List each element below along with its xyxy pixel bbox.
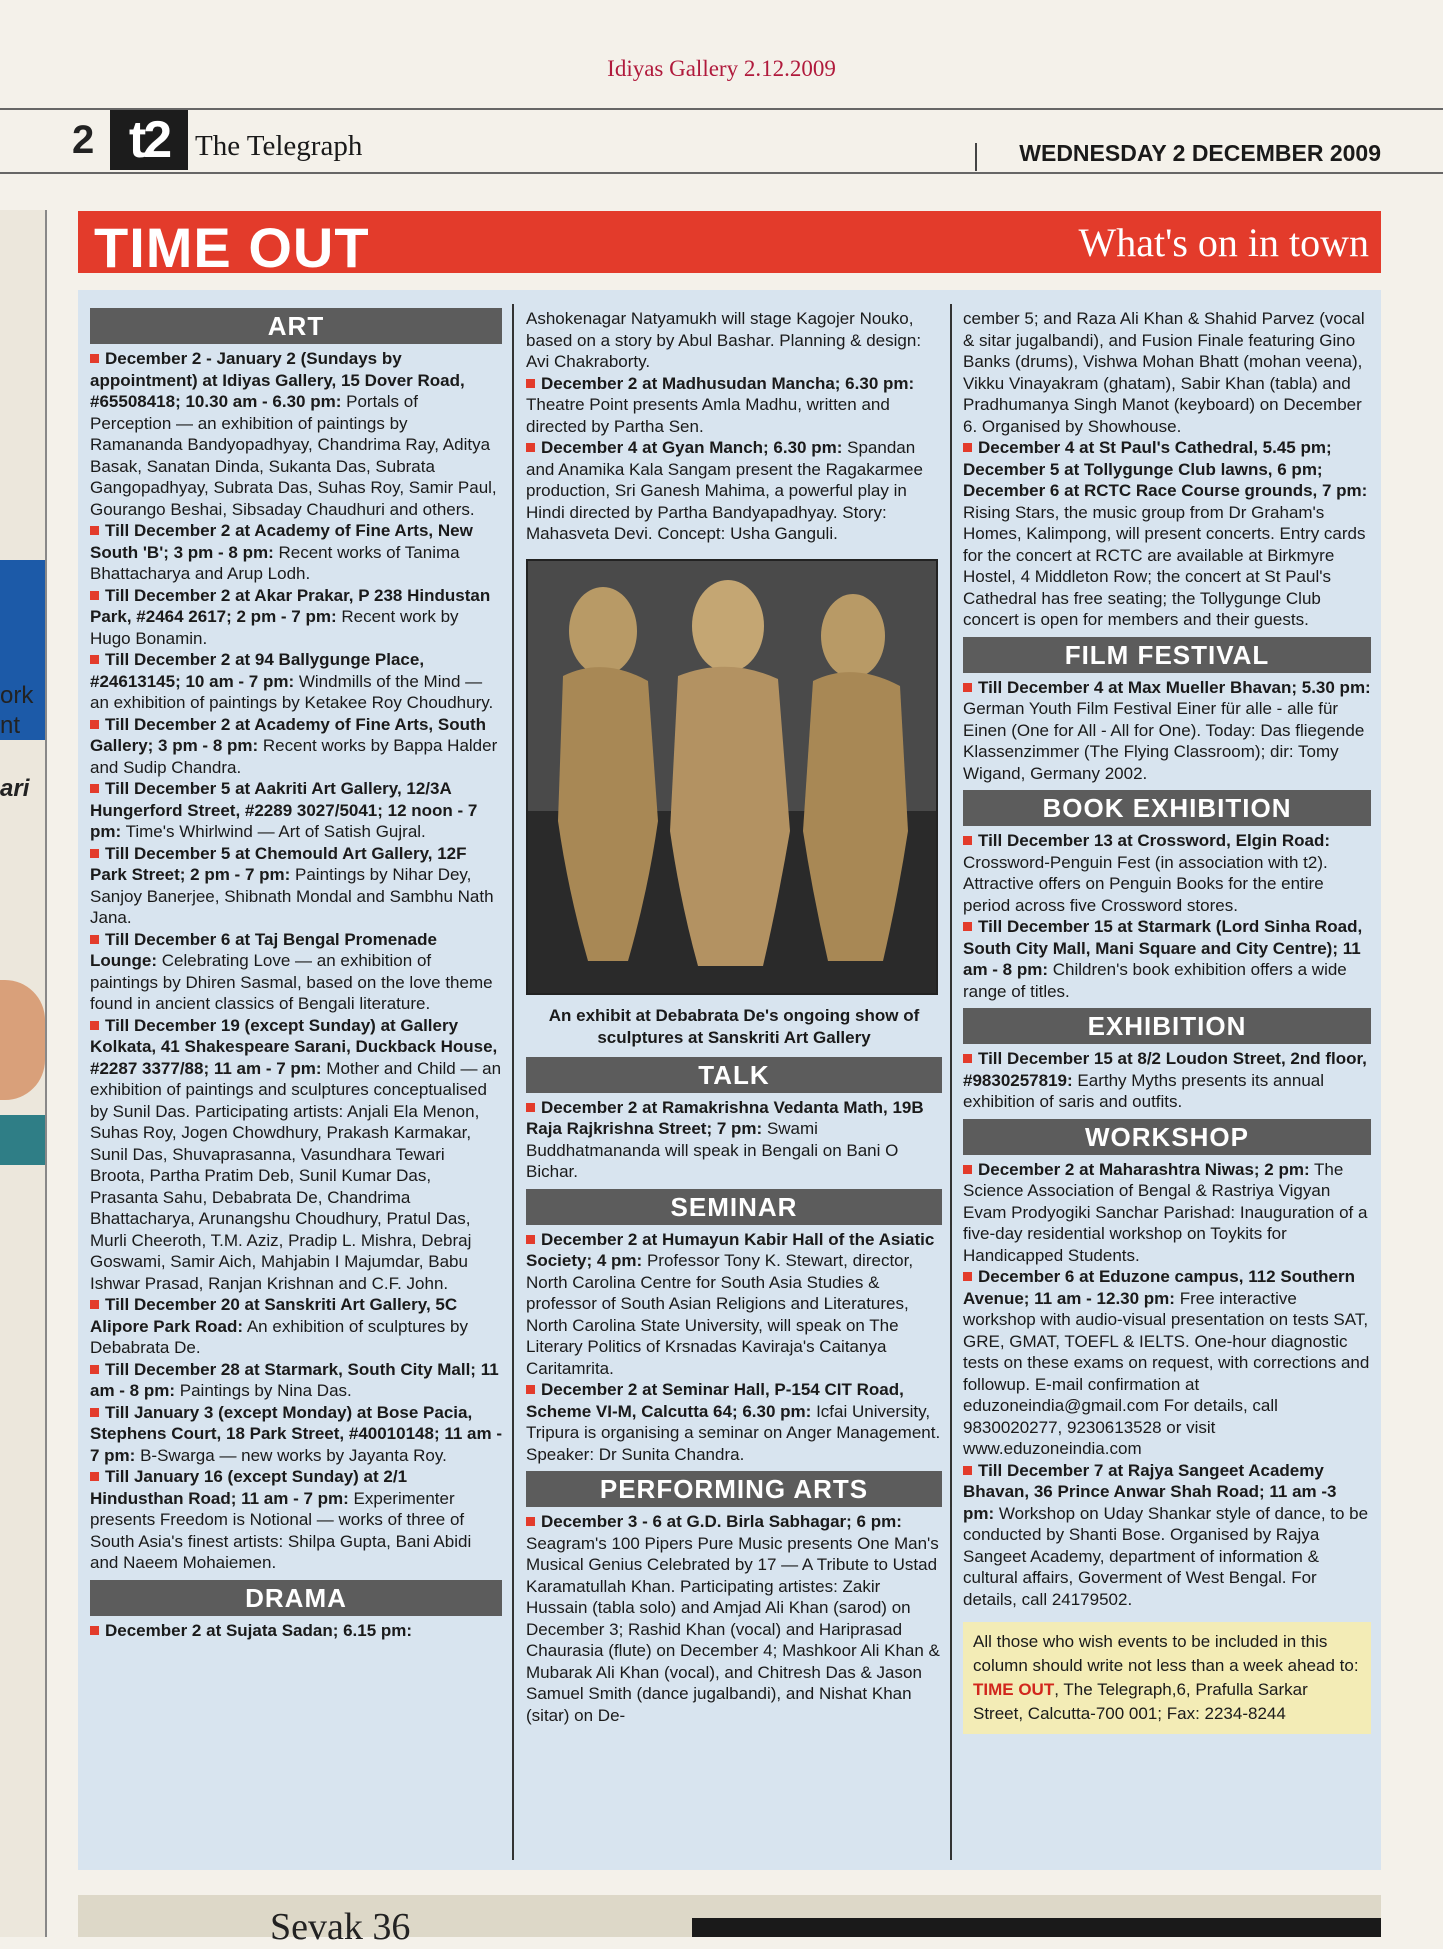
listing-item: Till January 3 (except Monday) at Bose Pacia, Stephens Court, 18 Park Street, #40010148; 11 am - 7 pm: B-Swarga — new works by Jayanta Roy.	[90, 1402, 502, 1465]
performing-arts-listings	[526, 1511, 942, 1726]
drama-continued: Ashokenagar Natyamukh will stage Kagojer Nouko, based on a story by Abul Bashar. Planning & design: Avi Chakraborty.	[526, 309, 922, 371]
sculpture-image	[528, 561, 936, 993]
bullet-icon	[90, 1626, 99, 1635]
film-listings	[963, 677, 1371, 785]
column-divider-1	[512, 304, 514, 1860]
adjacent-page-strip	[0, 210, 47, 1937]
bullet-icon	[90, 1300, 99, 1309]
listing-item: Till December 6 at Taj Bengal Promenade Lounge: Celebrating Love — an exhibition of paintings by Dhiren Sasmal, based on the love theme found in ancient classics of Bengali literature.	[90, 929, 493, 1013]
listing-item: Till December 15 at 8/2 Loudon Street, 2nd floor, #9830257819: Earthy Myths presents its annual exhibition of saris and outfits.	[963, 1049, 1367, 1111]
book-listings	[963, 830, 1371, 1002]
sculpture-photo	[526, 559, 938, 995]
section-heading-book-exhibition: BOOK EXHIBITION	[963, 790, 1371, 826]
banner-subtitle: What's on in town	[1078, 220, 1369, 265]
column-1	[90, 308, 502, 1641]
listing-item: Till January 16 (except Sunday) at 2/1 Hindusthan Road; 11 am - 7 pm: Experimenter presents Freedom is Notional — works of three of South Asia's finest artists: Shilpa Gupta, Bani Abidi and Naeem Mohaiemen.	[90, 1467, 472, 1572]
bullet-icon	[963, 922, 972, 931]
drama-listing-first: December 2 at Sujata Sadan; 6.15 pm:	[90, 1620, 502, 1642]
listings-panel	[78, 290, 1381, 1870]
listing-item: Till December 28 at Starmark, South City Mall; 11 am - 8 pm: Paintings by Nina Das.	[90, 1359, 499, 1400]
listing-item: Till December 2 at Academy of Fine Arts, New South 'B'; 3 pm - 8 pm: Recent works of Tanima Bhattacharya and Arup Lodh.	[90, 521, 473, 583]
bullet-icon	[963, 443, 972, 452]
bullet-icon	[963, 1272, 972, 1281]
listing-item: Till December 4 at Max Mueller Bhavan; 5.30 pm: German Youth Film Festival Einer für alle - alle für Einen (One for All - All for One). Today: Das fliegende Klassenzimmer (The Flying Classroom); dir: Tomy Wigand, Germany 2002.	[963, 677, 1371, 783]
bullet-icon	[90, 526, 99, 535]
bullet-icon	[90, 655, 99, 664]
bullet-icon	[90, 935, 99, 944]
listing-item: Till December 19 (except Sunday) at Gallery Kolkata, 41 Shakespeare Sarani, Duckback House, #2287 3377/88; 11 am - 7 pm: Mother and Child — an exhibition of paintings and sculptures conceptualised by Sunil Das. Participating artists: Anjali Ela Menon, Suhas Roy, Jogen Chowdhury, Prakash Karmakar, Sunil Das, Shuvaprasanna, Vasundhara Tewari Broota, Partha Pratim Deb, Sunil Kumar Das, Prasanta Sahu, Debabrata De, Chandrima Bhattacharya, Arunangshu Choudhury, Pratul Das, Murli Cheeroth, T.M. Aziz, Pradip L. Mishra, Debraj Goswami, Samir Aich, Mahjabin I Majumdar, Babu Ishwar Prasad, Ranjan Krishnan and C.F. John.	[90, 1015, 502, 1293]
drama-listings	[526, 373, 942, 545]
bullet-icon	[963, 683, 972, 692]
bullet-icon	[526, 443, 535, 452]
bullet-icon	[90, 849, 99, 858]
listing-item: Till December 2 at Akar Prakar, P 238 Hindustan Park, #2464 2617; 2 pm - 7 pm: Recent work by Hugo Bonamin.	[90, 585, 491, 648]
performing-arts-listings-2	[963, 437, 1371, 631]
listing-item: Till December 7 at Rajya Sangeet Academy Bhavan, 36 Prince Anwar Shah Road; 11 am -3 pm: Workshop on Uday Shankar style of dance, to be conducted by Shanti Bose. Organised by Rajya Sangeet Academy, department of information & cultural affairs, Goverment of West Bengal. For details, call 24179502.	[963, 1460, 1369, 1609]
column-2	[526, 308, 942, 1726]
workshop-listings	[963, 1159, 1371, 1611]
listing-item: Till December 2 at Academy of Fine Arts, South Gallery; 3 pm - 8 pm: Recent works by Bappa Halder and Sudip Chandra.	[90, 714, 498, 777]
section-heading-drama: DRAMA	[90, 1580, 502, 1616]
adjacent-text-2: nt	[0, 712, 21, 739]
page-number: 2	[72, 118, 95, 162]
handwritten-annotation: Idiyas Gallery 2.12.2009	[607, 56, 836, 81]
photo-caption: An exhibit at Debabrata De's ongoing show of sculptures at Sanskriti Art Gallery	[548, 1005, 920, 1047]
section-heading-exhibition: EXHIBITION	[963, 1008, 1371, 1044]
bullet-icon	[963, 1165, 972, 1174]
listing-item: December 3 - 6 at G.D. Birla Sabhagar; 6 pm: Seagram's 100 Pipers Pure Music presents One Man's Musical Genius Celebrated by 17 — A Tribute to Ustad Karamatullah Khan. Participating artistes: Zakir Hussain (tabla solo) and Amjad Ali Khan (sarod) on December 3; Rashid Khan (vocal) and Hariprasad Chaurasia (flute) on December 4; Mashkoor Ali Khan & Mubarak Ali Khan (vocal), and Chitresh Das & Jason Samuel Smith (dance jugalbandi), and Nishat Khan (sitar) on De-	[526, 1512, 940, 1725]
bullet-icon	[90, 720, 99, 729]
section-heading-performing-arts: PERFORMING ARTS	[526, 1471, 942, 1507]
listing-item: December 2 at Humayun Kabir Hall of the Asiatic Society; 4 pm: Professor Tony K. Stewart, director, North Carolina Centre for South Asia Studies & professor of South Asian Religions and Literatures, North Carolina State University, will speak on The Literary Politics of Krsnadas Kaviraja's Caitanya Caritamrita.	[526, 1229, 935, 1378]
performing-arts-continued: cember 5; and Raza Ali Khan & Shahid Parvez (vocal & sitar jugalbandi), and Fusion Finale featuring Gino Banks (drums), Vishwa Mohan Bhatt (mohan veena), Vikku Vinayakram (ghatam), Sabir Khan (tabla) and Pradhumanya Singh Manot (keyboard) on December 6. Organised by Showhouse.	[963, 309, 1365, 436]
section-heading-seminar: SEMINAR	[526, 1189, 942, 1225]
adjacent-teal-block	[0, 1115, 45, 1165]
section-heading-talk: TALK	[526, 1057, 942, 1093]
bullet-icon	[526, 1235, 535, 1244]
section-heading-art: ART	[90, 308, 502, 344]
next-article-headline: Sevak 36	[270, 1906, 411, 1948]
next-article-dark-block	[692, 1918, 1381, 1937]
listing-item: Till December 13 at Crossword, Elgin Road: Crossword-Penguin Fest (in association with t2). Attractive offers on Penguin Books for the entire period across five Crossword stores.	[963, 831, 1331, 915]
bullet-icon	[526, 1103, 535, 1112]
art-listings	[90, 348, 502, 1574]
listing-item: December 2 - January 2 (Sundays by appointment) at Idiyas Gallery, 15 Dover Road, #65508418; 10.30 am - 6.30 pm: Portals of Perception — an exhibition of paintings by Ramananda Bandyopadhyay, Chandrima Ray, Aditya Basak, Sanatan Dinda, Sukanta Das, Subrata Gangopadhyay, Subrata Das, Suhas Roy, Samir Paul, Gourango Beshai, Sibsaday Chaudhuri and others.	[90, 349, 497, 519]
section-heading-workshop: WORKSHOP	[963, 1119, 1371, 1155]
bullet-icon	[526, 379, 535, 388]
t2-logo: t2	[110, 110, 188, 170]
section-heading-film-festival: FILM FESTIVAL	[963, 637, 1371, 673]
header-top-rule	[0, 108, 1443, 110]
bullet-icon	[90, 1408, 99, 1417]
listing-item: December 2 at Seminar Hall, P-154 CIT Road, Scheme VI-M, Calcutta 64; 6.30 pm: Icfai University, Tripura is organising a seminar on Anger Management. Speaker: Dr Sunita Chandra.	[526, 1380, 941, 1464]
adjacent-text-3: ari	[0, 775, 30, 802]
bullet-icon	[90, 354, 99, 363]
bullet-icon	[526, 1385, 535, 1394]
listing-item: December 2 at Maharashtra Niwas; 2 pm: The Science Association of Bengal & Rastriya Vigyan Evam Prodyogiki Sanchar Parishad: Inauguration of a five-day residential workshop on Toykits for Handicapped Students.	[963, 1159, 1368, 1265]
listing-item: Till December 15 at Starmark (Lord Sinha Road, South City Mall, Mani Square and City Centre); 11 am - 8 pm: Children's book exhibition offers a wide range of titles.	[963, 917, 1363, 1001]
seminar-listings	[526, 1229, 942, 1466]
listing-item: December 2 at Madhusudan Mancha; 6.30 pm: Theatre Point presents Amla Madhu, written and directed by Partha Sen.	[526, 373, 915, 436]
bullet-icon	[963, 1054, 972, 1063]
time-out-banner	[78, 211, 1381, 279]
listing-item: Till December 5 at Chemould Art Gallery, 12F Park Street; 2 pm - 7 pm: Paintings by Nihar Dey, Sanjoy Banerjee, Shibnath Mondal and Sambhu Nath Jana.	[90, 843, 494, 927]
listing-item: December 4 at St Paul's Cathedral, 5.45 pm; December 5 at Tollygunge Club lawns, 6 pm; December 6 at RCTC Race Course grounds, 7 pm: Rising Stars, the music group from Dr Graham's Homes, Kalimpong, will present concerts. Entry cards for the concert at RCTC are available at Birkmyre Hostel, 4 Middleton Row; the concert at St Paul's Cathedral has free seating; the Tollygunge Club concert is open for members and their guests.	[963, 438, 1368, 629]
column-3	[963, 308, 1371, 1734]
adjacent-text-1: ork	[0, 682, 34, 709]
newspaper-name: The Telegraph	[195, 130, 363, 162]
header-bottom-rule	[0, 172, 1443, 174]
bullet-icon	[526, 1517, 535, 1526]
submission-notice: All those who wish events to be included in this column should write not less than a week ahead to: TIME OUT, The Telegraph,6, Prafulla Sarkar Street, Calcutta-700 001; Fax: 2234-8244	[963, 1622, 1371, 1734]
column-divider-2	[950, 304, 952, 1860]
dateline-divider	[975, 143, 977, 171]
listing-item: December 2 at Ramakrishna Vedanta Math, 19B Raja Rajkrishna Street; 7 pm: Swami Buddhatmananda will speak in Bengali on Bani O Bichar.	[526, 1097, 924, 1181]
adjacent-photo-fragment	[0, 980, 45, 1100]
bullet-icon	[90, 784, 99, 793]
bullet-icon	[90, 1365, 99, 1374]
bullet-icon	[90, 1472, 99, 1481]
bullet-icon	[963, 1466, 972, 1475]
exhibition-listings	[963, 1048, 1371, 1113]
bullet-icon	[963, 836, 972, 845]
listing-item: Till December 2 at 94 Ballygunge Place, #24613145; 10 am - 7 pm: Windmills of the Mind — an exhibition of paintings by Ketakee Roy Choudhury.	[90, 650, 494, 712]
listing-item: December 4 at Gyan Manch; 6.30 pm: Spandan and Anamika Kala Sangam present the Ragakarmee production, Sri Ganesh Mahima, a powerful play in Hindi directed by Partha Bandyapadhyay. Story: Mahasveta Devi. Concept: Usha Ganguli.	[526, 438, 923, 543]
bullet-icon	[90, 1021, 99, 1030]
listing-item: December 6 at Eduzone campus, 112 Southern Avenue; 11 am - 12.30 pm: Free interactive workshop with audio-visual presentation on tests SAT, GRE, GMAT, TOEFL & IELTS. One-hour diagnostic tests on these exams on request, with corrections and followup. E-mail confirmation at eduzoneindia@gmail.com For details, call 9830020277, 9230613528 or visit www.eduzoneindia.com	[963, 1267, 1370, 1458]
listing-item: Till December 20 at Sanskriti Art Gallery, 5C Alipore Park Road: An exhibition of sculptures by Debabrata De.	[90, 1295, 468, 1357]
listing-item: Till December 5 at Aakriti Art Gallery, 12/3A Hungerford Street, #2289 3027/5041; 12 noon - 7 pm: Time's Whirlwind — Art of Satish Gujral.	[90, 779, 478, 841]
bullet-icon	[90, 591, 99, 600]
banner-title: TIME OUT	[94, 216, 370, 279]
issue-date: WEDNESDAY 2 DECEMBER 2009	[1019, 140, 1381, 166]
talk-listings	[526, 1097, 942, 1183]
